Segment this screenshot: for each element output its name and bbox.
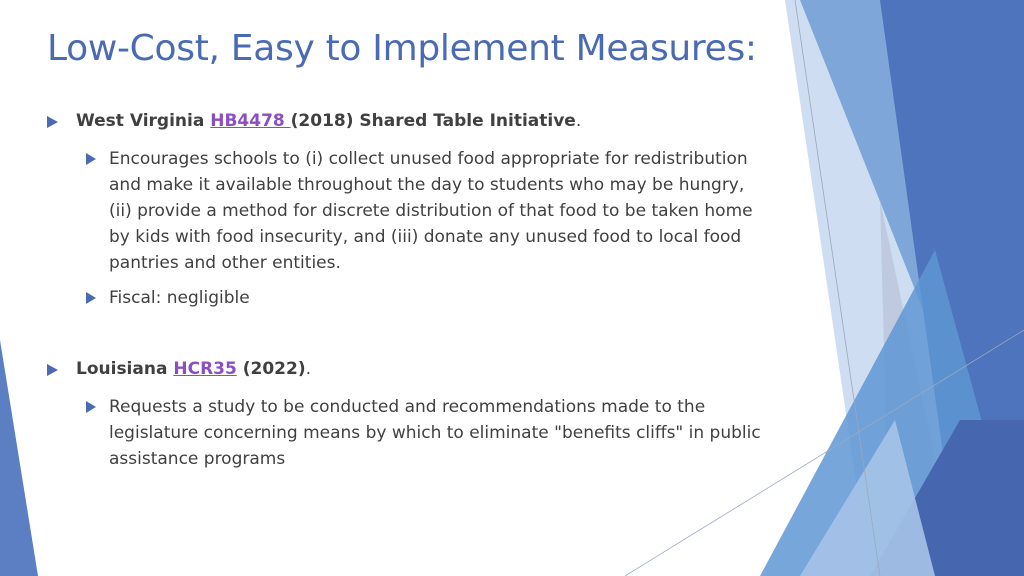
bill-link-hb4478[interactable]: HB4478 <box>210 111 291 131</box>
bill-link-hcr35[interactable]: HCR35 <box>173 359 237 379</box>
bill-description: (2022) <box>242 359 306 379</box>
sub-item-fiscal <box>109 285 869 311</box>
text-line: by kids with food insecurity, and (iii) donate any unused food to local food <box>109 227 742 247</box>
sub-bullet-arrow-icon <box>86 153 96 165</box>
state-name: Louisiana <box>76 359 168 379</box>
item-west-virginia-heading <box>76 111 581 131</box>
bullet-arrow-icon <box>47 116 58 128</box>
sub-item-description <box>109 146 869 276</box>
text-line: Encourages schools to (i) collect unused food appropriate for redistribution <box>109 149 748 169</box>
text-line: Fiscal: negligible <box>109 288 250 308</box>
text-line: (ii) provide a method for discrete distribution of that food to be taken home <box>109 201 753 221</box>
left-edge-shape <box>0 340 38 576</box>
text-line: pantries and other entities. <box>109 253 341 273</box>
period: . <box>575 111 582 131</box>
sub-bullet-arrow-icon <box>86 292 96 304</box>
bill-description: (2018) Shared Table Initiative <box>290 111 576 131</box>
bullet-arrow-icon <box>47 364 58 376</box>
slide-title: Low-Cost, Easy to Implement Measures: <box>47 28 757 69</box>
sub-bullet-arrow-icon <box>86 401 96 413</box>
text-line: assistance programs <box>109 449 286 469</box>
item-louisiana-heading <box>76 359 311 379</box>
text-line: Requests a study to be conducted and recommendations made to the <box>109 397 706 417</box>
sub-item-description <box>109 394 869 472</box>
text-line: and make it available throughout the day to students who may be hungry, <box>109 175 745 195</box>
state-name: West Virginia <box>76 111 205 131</box>
period: . <box>305 359 311 379</box>
text-line: legislature concerning means by which to eliminate "benefits cliffs" in public <box>109 423 761 443</box>
